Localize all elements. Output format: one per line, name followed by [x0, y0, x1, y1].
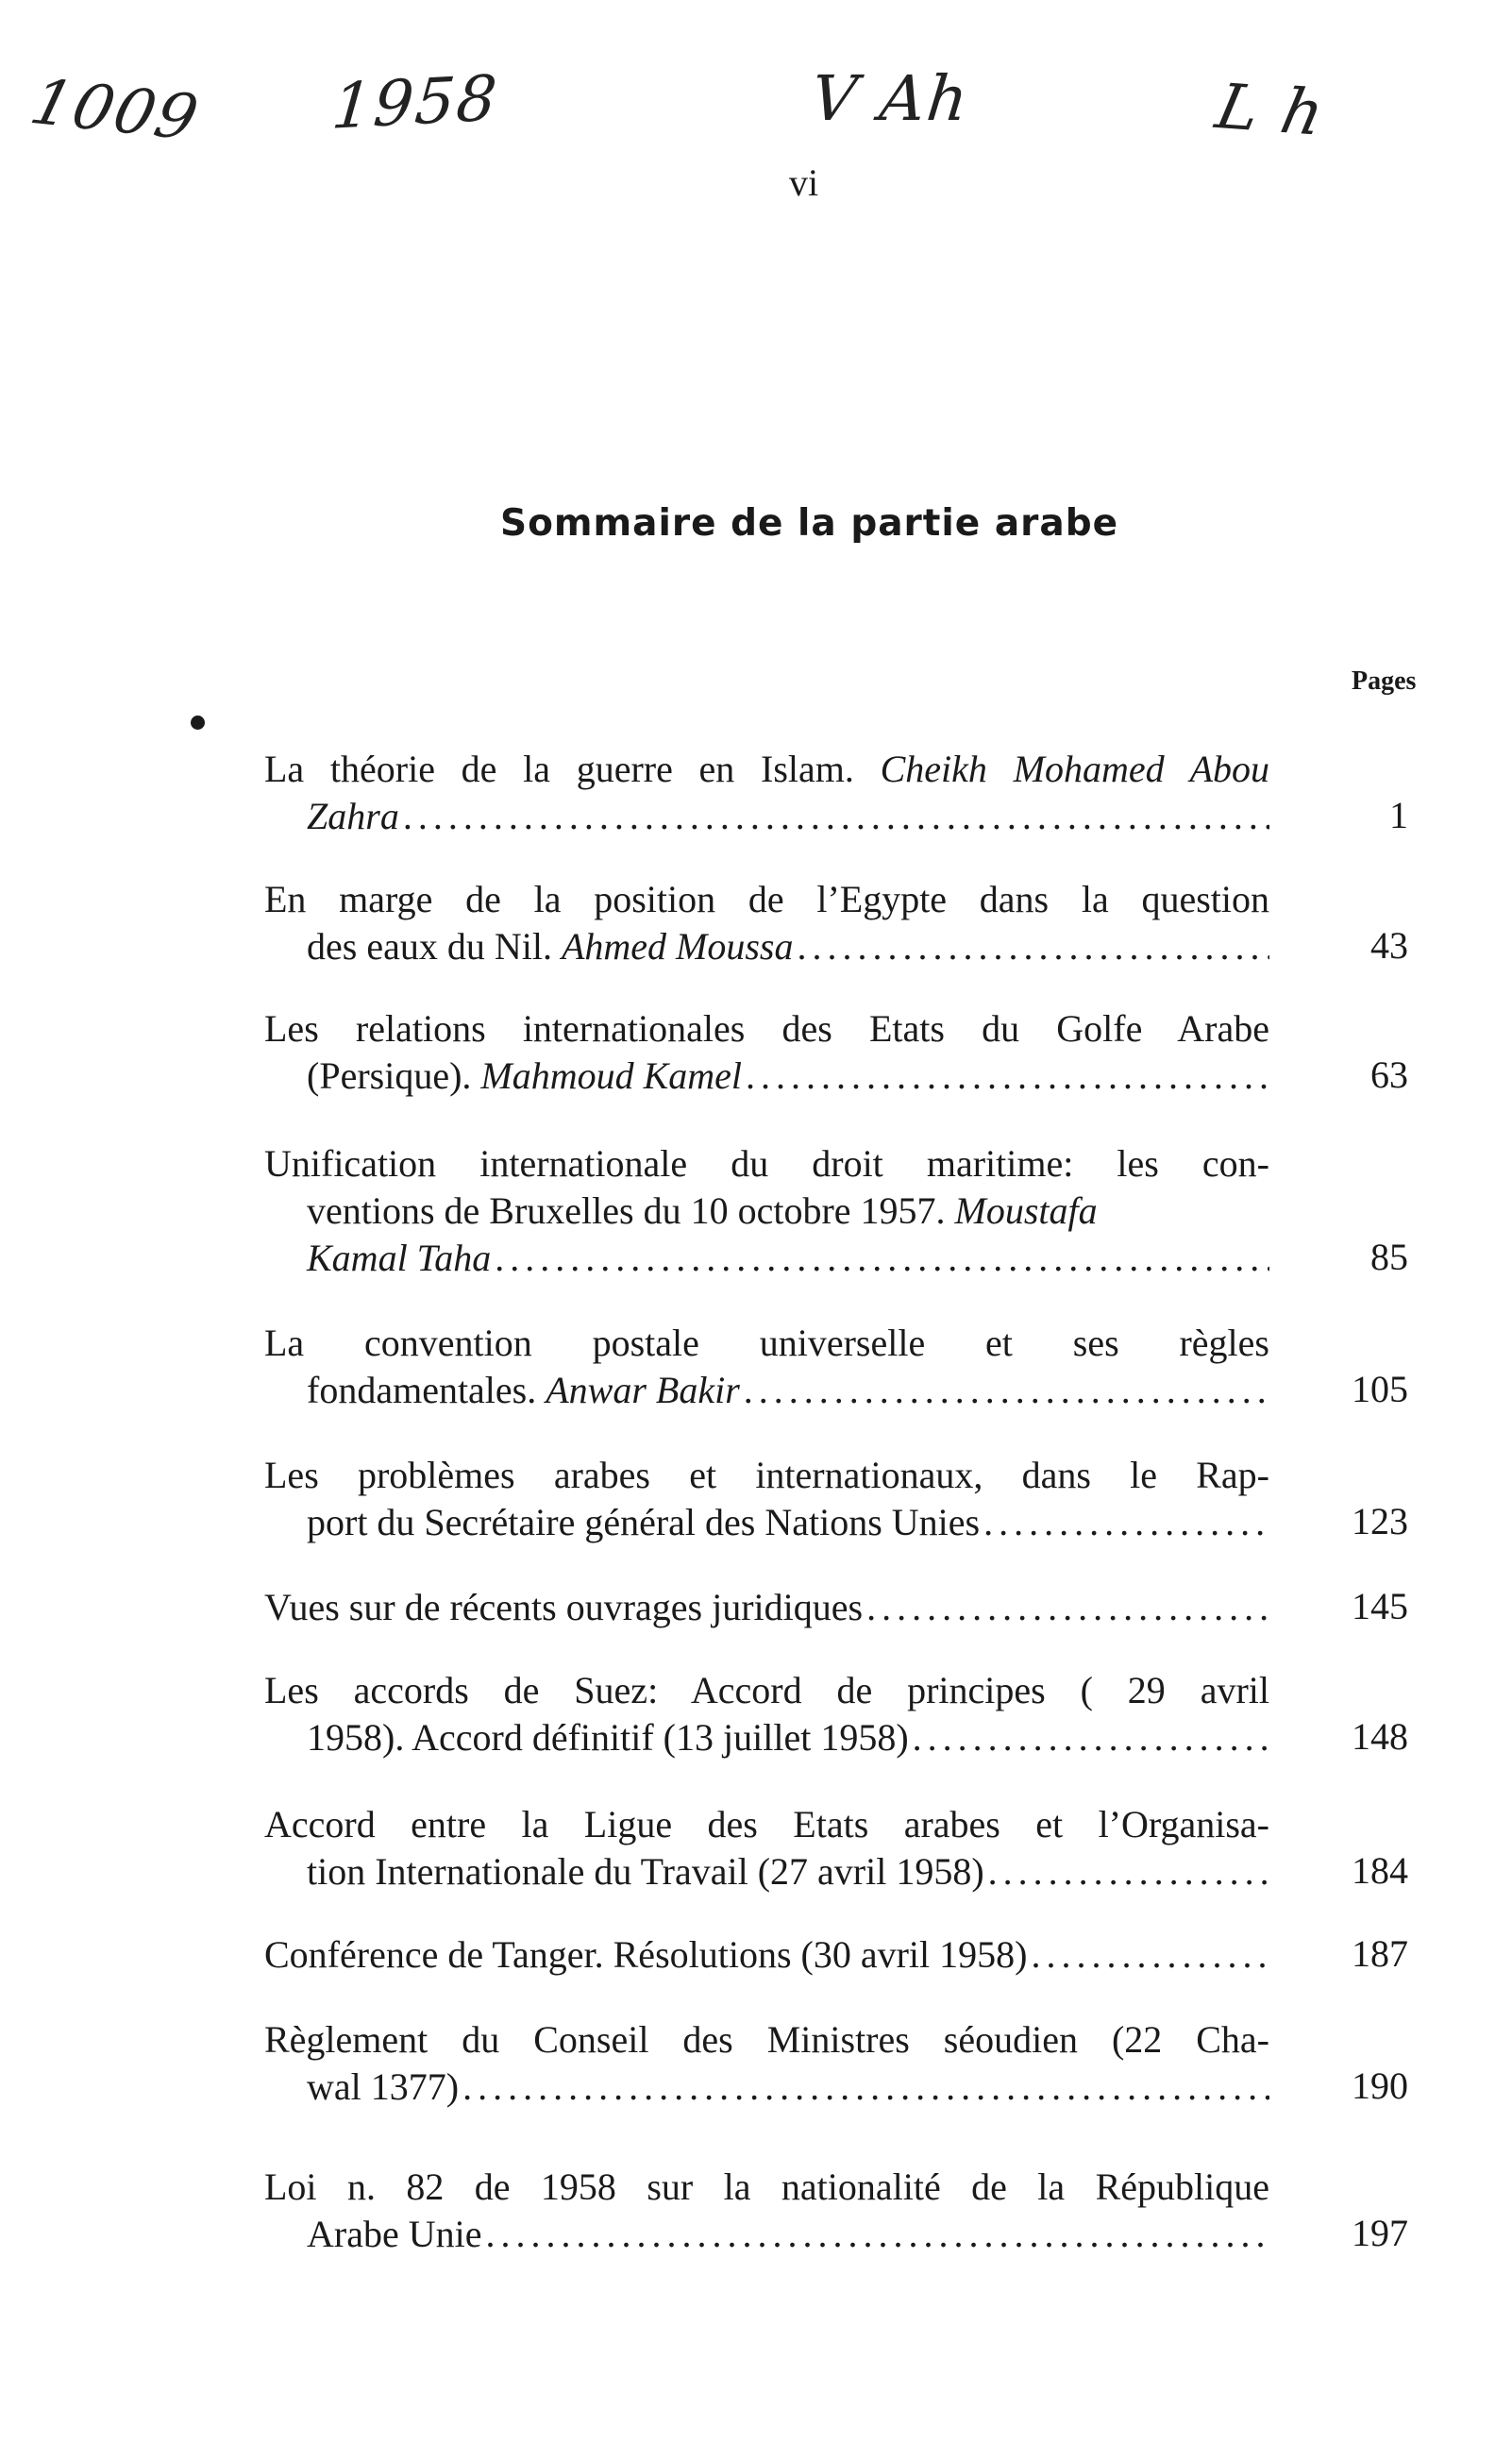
toc-entry-line: Les problèmes arabes et internationaux, dans le Rap- — [264, 1454, 1269, 1496]
toc-entry-last-line — [264, 2064, 1269, 2111]
toc-entry-title: des eaux du Nil. — [307, 925, 552, 968]
toc-page-ref: 145 — [1352, 1585, 1408, 1627]
toc-entry-line: Loi n. 82 de 1958 sur la nationalité de la République — [264, 2165, 1269, 2208]
toc-entry — [264, 1005, 1269, 1100]
toc-entry — [264, 746, 1269, 840]
toc-entry-last-line — [264, 1499, 1269, 1546]
dot-leader — [913, 1714, 1269, 1761]
toc-entry — [264, 2016, 1269, 2111]
toc-entry-title: fondamentales. — [307, 1369, 537, 1411]
toc-entry-line: Unification internationale du droit maritime: les con- — [264, 1142, 1269, 1185]
toc-entry-title: Conférence de Tanger. Résolutions (30 avril 1958) — [264, 1933, 1028, 1976]
page-title: Sommaire de la partie arabe — [500, 502, 1119, 545]
toc-page-ref: 190 — [1352, 2064, 1408, 2107]
dot-leader — [746, 1053, 1269, 1100]
toc-entry — [264, 1931, 1269, 1979]
dot-leader — [495, 1235, 1269, 1282]
toc-entry-author: Ahmed Moussa — [561, 925, 794, 968]
toc-entry-last-line — [264, 1848, 1269, 1896]
toc-entry — [264, 1584, 1269, 1631]
dot-leader — [797, 923, 1269, 970]
toc-entry — [264, 1452, 1269, 1546]
toc-entry-author: Cheikh Mohamed Abou — [880, 748, 1269, 790]
toc-entry-last-line — [264, 2211, 1269, 2258]
toc-entry — [264, 1801, 1269, 1896]
toc-entry-title: Arabe Unie — [307, 2213, 482, 2255]
toc-page-ref: 105 — [1352, 1368, 1408, 1410]
toc-entry-line: En marge de la position de l’Egypte dans la question — [264, 878, 1269, 920]
toc-entry-title: 1958). Accord définitif (13 juillet 1958) — [307, 1716, 909, 1759]
toc-entry-line: ventions de Bruxelles du 10 octobre 1957. Moustafa — [307, 1189, 1098, 1232]
dot-leader — [462, 2064, 1269, 2111]
toc-entry-line: La convention postale universelle et ses règles — [264, 1322, 1269, 1364]
page-number: vi — [789, 161, 819, 204]
toc-entry-last-line — [264, 1235, 1269, 1282]
toc-entry-last-line — [264, 1367, 1269, 1414]
toc-entry-last-line — [264, 1714, 1269, 1761]
toc-page-ref: 148 — [1352, 1715, 1408, 1758]
toc-entry-last-line — [264, 1053, 1269, 1100]
toc-entry-line: Les accords de Suez: Accord de principes ( 29 avril — [264, 1669, 1269, 1711]
dot-leader — [983, 1499, 1269, 1546]
bullet-mark — [191, 716, 205, 730]
handwritten-mark-1009: 1009 — [24, 65, 207, 155]
toc-entry-author: Moustafa — [954, 1189, 1098, 1232]
toc-page-ref: 184 — [1352, 1849, 1408, 1892]
toc-entry-last-line — [264, 793, 1269, 840]
toc-page-ref: 187 — [1352, 1932, 1408, 1975]
dot-leader — [988, 1848, 1269, 1896]
dot-leader — [1031, 1931, 1269, 1979]
toc-page-ref: 197 — [1352, 2212, 1408, 2254]
toc-entry-last-line — [264, 1931, 1269, 1979]
toc-entry-title: (Persique). — [307, 1054, 472, 1097]
toc-entry — [264, 1667, 1269, 1761]
toc-entry-title: tion Internationale du Travail (27 avril 1958) — [307, 1850, 984, 1893]
toc-entry-line: La théorie de la guerre en Islam. Cheikh Mohamed Abou — [264, 748, 1269, 790]
toc-page-ref: 123 — [1352, 1500, 1408, 1542]
toc-entry-last-line — [264, 923, 1269, 970]
toc-page-ref: 85 — [1370, 1236, 1408, 1278]
toc-entry-author: Anwar Bakir — [546, 1369, 740, 1411]
toc-entry-line: Les relations internationales des Etats du Golfe Arabe — [264, 1007, 1269, 1050]
toc-entry-title: port du Secrétaire général des Nations Unies — [307, 1501, 981, 1543]
handwritten-mark-v: V Ah — [807, 62, 973, 135]
toc-entry-line: Accord entre la Ligue des Etats arabes et l’Organisa- — [264, 1803, 1269, 1845]
toc-entry-author: Mahmoud Kamel — [480, 1054, 743, 1097]
toc-entry-author: Kamal Taha — [307, 1237, 492, 1279]
dot-leader — [485, 2211, 1269, 2258]
toc-entry-line: Règlement du Conseil des Ministres séoudien (22 Cha- — [264, 2018, 1269, 2061]
toc-entry — [264, 1320, 1269, 1414]
toc-entry-last-line — [264, 1584, 1269, 1631]
dot-leader — [403, 793, 1269, 840]
dot-leader — [866, 1584, 1269, 1631]
toc-page-ref: 63 — [1370, 1053, 1408, 1096]
toc-entry — [264, 1140, 1269, 1282]
handwritten-mark-l: L h — [1210, 70, 1333, 150]
toc-entry-title: Vues sur de récents ouvrages juridiques — [264, 1586, 864, 1628]
toc-entry-author: Zahra — [307, 795, 399, 837]
pages-column-label: Pages — [1352, 666, 1417, 696]
toc-page-ref: 1 — [1389, 794, 1408, 836]
toc-entry — [264, 2164, 1269, 2258]
dot-leader — [744, 1367, 1269, 1414]
toc-page-ref: 43 — [1370, 924, 1408, 967]
toc-entry — [264, 876, 1269, 970]
handwritten-mark-1958: 1958 — [328, 61, 502, 143]
toc-entry-title: wal 1377) — [307, 2065, 460, 2108]
